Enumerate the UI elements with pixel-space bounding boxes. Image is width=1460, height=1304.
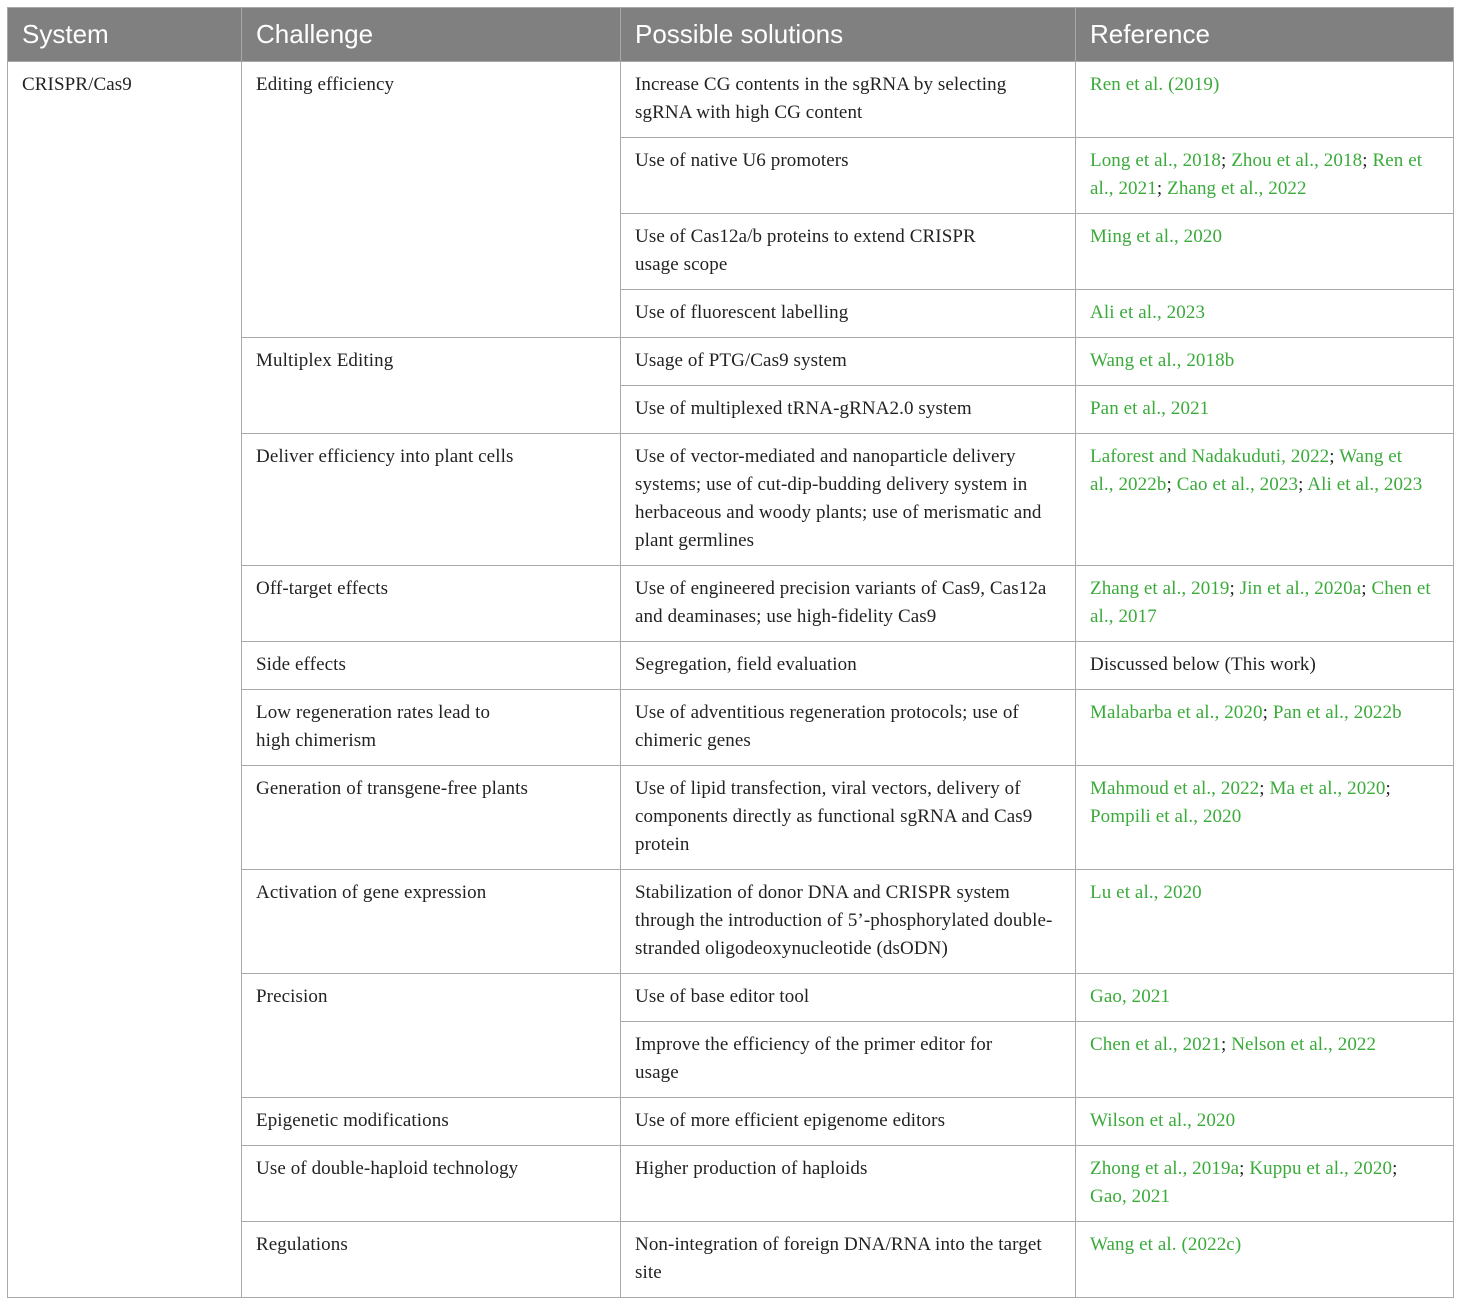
reference-link[interactable]: Jin et al., 2020a	[1239, 578, 1362, 599]
solution-cell: Improve the efficiency of the primer editor for usage	[621, 1022, 1076, 1098]
header-row	[8, 8, 1454, 62]
reference-link[interactable]: Wilson et al., 2020	[1090, 1110, 1236, 1131]
header-challenge: Challenge	[242, 8, 621, 62]
challenge-cell: Use of double-haploid technology	[242, 1146, 621, 1222]
solution-cell: Usage of PTG/Cas9 system	[621, 338, 1076, 386]
reference-cell	[1076, 386, 1454, 434]
reference-link[interactable]: Zhang et al., 2019	[1090, 578, 1230, 599]
reference-link[interactable]: Pan et al., 2022b	[1272, 702, 1402, 723]
reference-separator: ;	[1361, 578, 1372, 599]
challenge-cell: Precision	[242, 974, 621, 1098]
reference-link[interactable]: Ma et al., 2020	[1269, 778, 1386, 799]
reference-link[interactable]: Wang et al., 2018b	[1090, 350, 1235, 371]
solution-cell: Use of engineered precision variants of Cas9, Cas12a and deaminases; use high-fidelity Cas9	[621, 566, 1076, 642]
solution-cell: Use of adventitious regeneration protocols; use of chimeric genes	[621, 690, 1076, 766]
reference-link[interactable]: Wang et al. (2022c)	[1090, 1234, 1242, 1255]
reference-link[interactable]: Ali et al., 2023	[1307, 474, 1423, 495]
reference-link[interactable]: Wang et al., 2022b	[1090, 446, 1403, 495]
challenge-cell: Off-target effects	[242, 566, 621, 642]
reference-separator: ;	[1259, 778, 1270, 799]
reference-link[interactable]: Ming et al., 2020	[1090, 226, 1223, 247]
solution-cell: Segregation, field evaluation	[621, 642, 1076, 690]
reference-link[interactable]: Nelson et al., 2022	[1231, 1034, 1377, 1055]
reference-cell	[1076, 434, 1454, 566]
reference-link[interactable]: Chen et al., 2021	[1090, 1034, 1221, 1055]
solution-cell: Non-integration of foreign DNA/RNA into the target site	[621, 1222, 1076, 1298]
reference-link[interactable]: Zhou et al., 2018	[1231, 150, 1363, 171]
challenge-cell: Deliver efficiency into plant cells	[242, 434, 621, 566]
reference-separator: ;	[1239, 1158, 1250, 1179]
reference-cell	[1076, 1146, 1454, 1222]
header-solutions: Possible solutions	[621, 8, 1076, 62]
reference-separator: ;	[1166, 474, 1177, 495]
reference-link[interactable]: Malabarba et al., 2020	[1090, 702, 1263, 723]
challenge-cell: Regulations	[242, 1222, 621, 1298]
challenge-cell: Side effects	[242, 642, 621, 690]
header-system: System	[8, 8, 242, 62]
reference-link[interactable]: Pan et al., 2021	[1090, 398, 1210, 419]
reference-link[interactable]: Mahmoud et al., 2022	[1090, 778, 1260, 799]
reference-cell	[1076, 1098, 1454, 1146]
crispr-challenges-table	[7, 7, 1454, 1298]
reference-cell	[1076, 974, 1454, 1022]
reference-link[interactable]: Zhong et al., 2019a	[1090, 1158, 1240, 1179]
reference-separator: ;	[1298, 474, 1308, 495]
solution-cell: Use of more efficient epigenome editors	[621, 1098, 1076, 1146]
reference-separator: ;	[1229, 578, 1240, 599]
reference-link[interactable]: Ren et al. (2019)	[1090, 74, 1220, 95]
challenge-cell: Activation of gene expression	[242, 870, 621, 974]
reference-cell	[1076, 1222, 1454, 1298]
solution-cell: Use of native U6 promoters	[621, 138, 1076, 214]
solution-cell: Use of Cas12a/b proteins to extend CRISPR usage scope	[621, 214, 1076, 290]
solution-cell: Use of multiplexed tRNA-gRNA2.0 system	[621, 386, 1076, 434]
reference-cell	[1076, 766, 1454, 870]
reference-cell	[1076, 62, 1454, 138]
reference-link[interactable]: Kuppu et al., 2020	[1249, 1158, 1393, 1179]
reference-link[interactable]: Long et al., 2018	[1090, 150, 1221, 171]
reference-link[interactable]: Cao et al., 2023	[1176, 474, 1299, 495]
challenge-cell: Multiplex Editing	[242, 338, 621, 434]
reference-link[interactable]: Zhang et al., 2022	[1167, 178, 1307, 199]
reference-separator: ;	[1156, 178, 1168, 199]
reference-cell	[1076, 290, 1454, 338]
reference-cell	[1076, 138, 1454, 214]
solution-cell: Stabilization of donor DNA and CRISPR system through the introduction of 5’-phosphorylated double-stranded oligodeoxynucleotide (dsODN)	[621, 870, 1076, 974]
reference-separator: ;	[1329, 446, 1340, 467]
challenge-cell: Epigenetic modifications	[242, 1098, 621, 1146]
reference-link[interactable]: Ali et al., 2023	[1090, 302, 1206, 323]
reference-link[interactable]: Chen et al., 2017	[1090, 578, 1431, 627]
challenge-cell: Low regeneration rates lead to high chimerism	[242, 690, 621, 766]
reference-cell: Discussed below (This work)	[1076, 642, 1454, 690]
reference-separator: ;	[1262, 702, 1273, 723]
system-cell: CRISPR/Cas9	[8, 62, 242, 1298]
reference-cell	[1076, 566, 1454, 642]
challenge-cell: Editing efficiency	[242, 62, 621, 338]
reference-link[interactable]: Ren et al., 2021	[1090, 150, 1423, 199]
reference-link[interactable]: Lu et al., 2020	[1090, 882, 1202, 903]
reference-separator: ;	[1220, 1034, 1232, 1055]
solution-cell: Use of vector-mediated and nanoparticle delivery systems; use of cut-dip-budding delivery system in herbaceous and woody plants; use of merismatic and plant germlines	[621, 434, 1076, 566]
reference-link[interactable]: Laforest and Nadakuduti, 2022	[1090, 446, 1330, 467]
header-reference: Reference	[1076, 8, 1454, 62]
reference-separator: ;	[1362, 150, 1373, 171]
solution-cell: Use of base editor tool	[621, 974, 1076, 1022]
reference-cell	[1076, 1022, 1454, 1098]
table-row	[8, 62, 1454, 138]
reference-cell	[1076, 870, 1454, 974]
solution-cell: Higher production of haploids	[621, 1146, 1076, 1222]
reference-link[interactable]: Gao, 2021	[1090, 986, 1171, 1007]
reference-link[interactable]: Pompili et al., 2020	[1090, 806, 1242, 827]
reference-link[interactable]: Gao, 2021	[1090, 1186, 1171, 1207]
challenge-cell: Generation of transgene-free plants	[242, 766, 621, 870]
table-container	[7, 7, 1453, 1298]
solution-cell: Use of fluorescent labelling	[621, 290, 1076, 338]
reference-separator: ;	[1392, 1158, 1398, 1179]
solution-cell: Use of lipid transfection, viral vectors, delivery of components directly as functional sgRNA and Cas9 protein	[621, 766, 1076, 870]
reference-cell	[1076, 690, 1454, 766]
reference-cell	[1076, 214, 1454, 290]
solution-cell: Increase CG contents in the sgRNA by selecting sgRNA with high CG content	[621, 62, 1076, 138]
reference-separator: ;	[1385, 778, 1391, 799]
reference-cell	[1076, 338, 1454, 386]
reference-separator: ;	[1220, 150, 1232, 171]
